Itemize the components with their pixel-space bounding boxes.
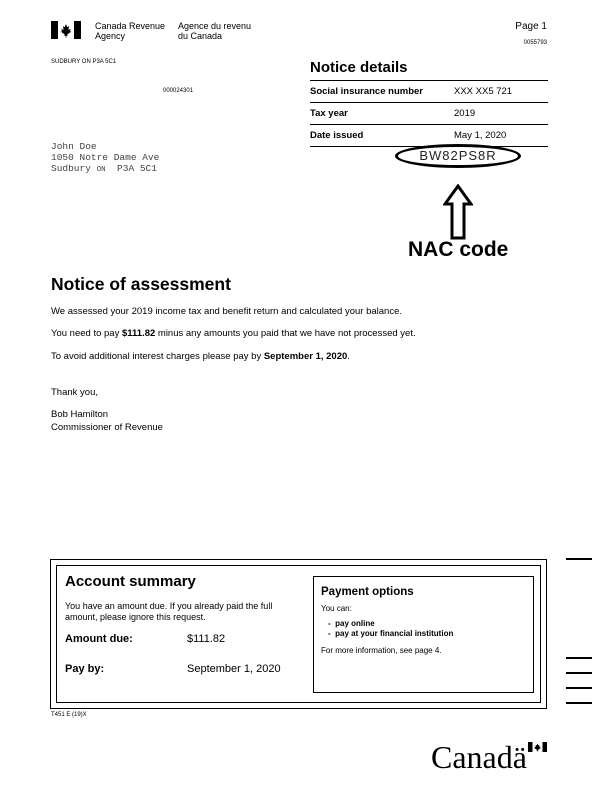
signature-block [51, 409, 163, 434]
signer-title: Commissioner of Revenue [51, 421, 163, 433]
amount-paragraph: You need to pay $111.82 minus any amounts you paid that we have not processed yet. [51, 328, 416, 339]
page-number: Page 1 [515, 21, 547, 32]
wordmark-flag-icon [528, 742, 547, 752]
payment-options-intro: You can: [321, 604, 352, 613]
payment-options-title: Payment options [321, 586, 414, 598]
address-street: 1050 Notre Dame Ave [51, 152, 160, 163]
assessment-paragraph: We assessed your 2019 income tax and benefit return and calculated your balance. [51, 306, 403, 317]
notice-of-assessment-title: Notice of assessment [51, 274, 231, 294]
notice-details-table [310, 80, 548, 147]
agency-name-fr: Agence du revenu du Canada [178, 21, 252, 41]
mailing-address [51, 141, 159, 176]
address-city-line: Sudbury ON P3A 5C1 [51, 163, 157, 174]
list-item: - pay at your financial institution [328, 629, 454, 638]
canada-wordmark: Canadä [431, 739, 527, 775]
edge-mark [566, 672, 592, 674]
address-name: John Doe [51, 141, 97, 152]
pay-by-value: September 1, 2020 [187, 663, 281, 675]
payment-options-more-info: For more information, see page 4. [321, 646, 442, 655]
deadline-paragraph: To avoid additional interest charges please pay by September 1, 2020. [51, 351, 350, 362]
account-summary-text: You have an amount due. If you already paid the full amount, please ignore this request. [65, 601, 273, 622]
up-arrow-icon [443, 184, 473, 240]
nac-code-label: NAC code [408, 238, 509, 261]
form-code: T451 E (19)X [51, 712, 87, 718]
account-summary-title: Account summary [65, 573, 196, 590]
notice-details-row: Social insurance number XXX XX5 721 [310, 81, 548, 103]
canada-flag-icon [51, 21, 81, 39]
list-item: - pay online [328, 619, 375, 628]
agency-name-en: Canada Revenue Agency [95, 21, 166, 41]
edge-mark [566, 558, 592, 560]
amount-due-label: Amount due: [65, 633, 133, 645]
edge-mark [566, 702, 592, 704]
edge-mark [566, 657, 592, 659]
signer-name: Bob Hamilton [51, 409, 109, 420]
edge-mark [566, 687, 592, 689]
postal-sort-line: SUDBURY ON P3A 5C1 [51, 59, 117, 65]
amount-due-value: $111.82 [187, 633, 226, 645]
notice-details-row: Date issued May 1, 2020 [310, 125, 548, 147]
notice-details-row: Tax year 2019 [310, 103, 548, 125]
payment-options-list [328, 619, 453, 639]
notice-details-title: Notice details [310, 59, 408, 76]
sequence-number: 000024301 [163, 88, 194, 94]
document-number: 0055793 [523, 40, 547, 46]
thanks-text: Thank you, [51, 387, 98, 398]
pay-by-label: Pay by: [65, 663, 105, 675]
nac-code-value: BW82PS8R [419, 148, 497, 163]
